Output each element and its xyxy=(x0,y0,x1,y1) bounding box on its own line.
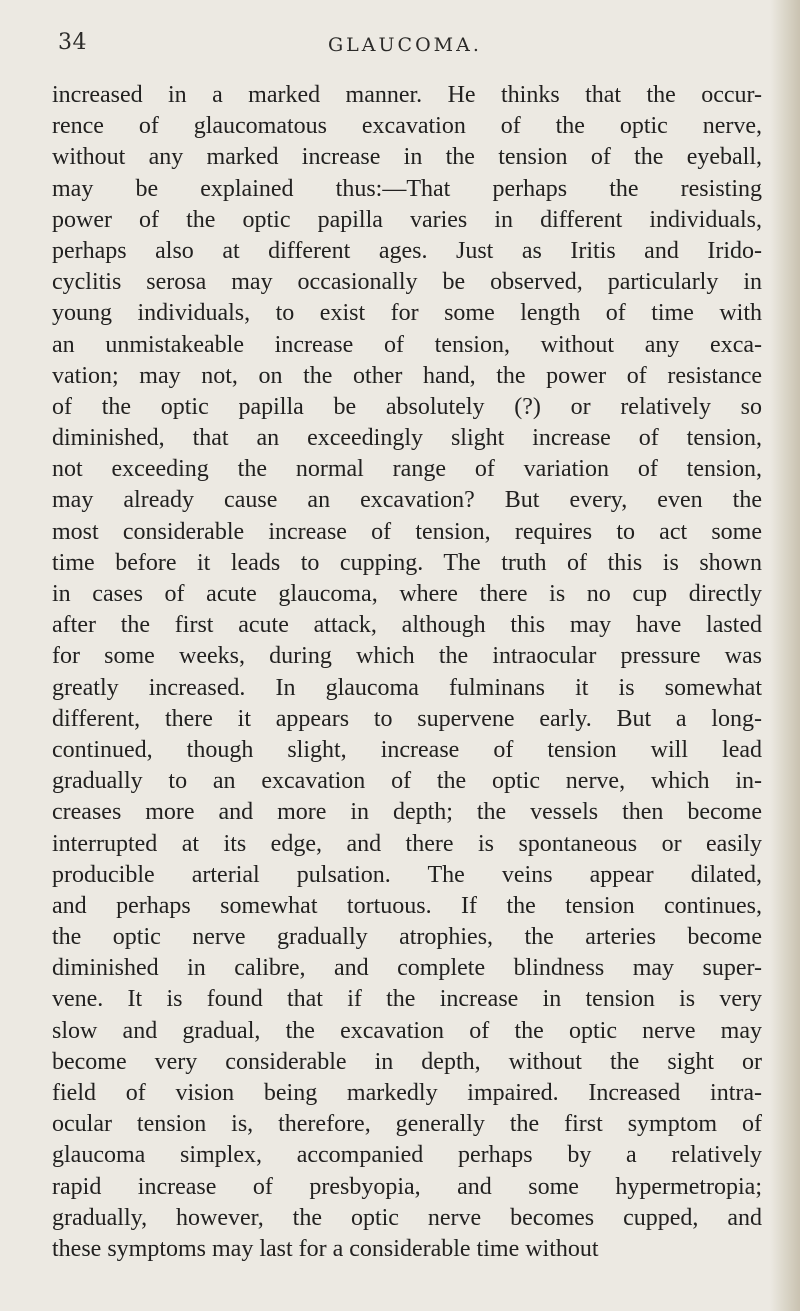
body-paragraph xyxy=(52,80,762,1265)
text-line: vation; may not, on the other hand, the power of resistance xyxy=(52,362,762,389)
text-line: continued, though slight, increase of tension will lead xyxy=(52,736,762,763)
text-line: diminished in calibre, and complete blindness may super- xyxy=(52,955,762,982)
text-line: different, there it appears to supervene early. But a long- xyxy=(52,705,762,732)
text-line: in cases of acute glaucoma, where there is no cup directly xyxy=(52,581,762,607)
text-line: slow and gradual, the excavation of the optic nerve may xyxy=(52,1017,762,1044)
text-line: interrupted at its edge, and there is spontaneous or easily xyxy=(52,830,762,857)
text-line: for some weeks, during which the intraocular pressure was xyxy=(52,643,762,670)
text-line: not exceeding the normal range of variation of tension, xyxy=(52,456,762,483)
text-line: rapid increase of presbyopia, and some hypermetropia; xyxy=(52,1173,762,1200)
page-number: 34 xyxy=(58,30,87,55)
text-line: become very considerable in depth, without the sight or xyxy=(52,1048,762,1075)
text-line: perhaps also at different ages. Just as Iritis and Irido- xyxy=(52,237,762,264)
text-line: producible arterial pulsation. The veins appear dilated, xyxy=(52,861,762,888)
text-line: gradually, however, the optic nerve becomes cupped, and xyxy=(52,1204,762,1231)
text-line: the optic nerve gradually atrophies, the arteries become xyxy=(52,924,762,951)
text-line: field of vision being markedly impaired. Increased intra- xyxy=(52,1080,762,1106)
text-line: most considerable increase of tension, requires to act some xyxy=(52,518,762,545)
text-line: may already cause an excavation? But every, even the xyxy=(52,487,762,514)
text-line: rence of glaucomatous excavation of the optic nerve, xyxy=(52,113,762,140)
text-line: time before it leads to cupping. The truth of this is shown xyxy=(52,549,762,576)
text-line: increased in a marked manner. He thinks that the occur- xyxy=(52,82,762,108)
text-line: diminished, that an exceedingly slight increase of tension, xyxy=(52,425,762,452)
text-line: may be explained thus:—That perhaps the resisting xyxy=(52,175,762,202)
page-edge-shadow xyxy=(770,0,800,1311)
running-head: GLAUCOMA. xyxy=(328,34,482,56)
text-line: glaucoma simplex, accompanied perhaps by a relatively xyxy=(52,1142,762,1169)
text-line: of the optic papilla be absolutely (?) or relatively so xyxy=(52,393,762,420)
text-line: and perhaps somewhat tortuous. If the tension continues, xyxy=(52,892,762,919)
page-header xyxy=(58,30,748,70)
text-line: ocular tension is, therefore, generally the first symptom of xyxy=(52,1111,762,1138)
text-line: power of the optic papilla varies in different individuals, xyxy=(52,206,762,233)
text-line: vene. It is found that if the increase in tension is very xyxy=(52,986,762,1013)
text-line: greatly increased. In glaucoma fulminans it is somewhat xyxy=(52,674,762,701)
text-line: these symptoms may last for a considerable time without xyxy=(52,1235,599,1262)
text-line: gradually to an excavation of the optic nerve, which in- xyxy=(52,768,762,795)
text-line: cyclitis serosa may occasionally be observed, particularly in xyxy=(52,269,762,296)
text-line: young individuals, to exist for some length of time with xyxy=(52,300,762,327)
text-line: after the first acute attack, although this may have lasted xyxy=(52,612,762,639)
text-line: an unmistakeable increase of tension, without any exca- xyxy=(52,331,762,358)
text-line: creases more and more in depth; the vessels then become xyxy=(52,799,762,826)
text-line: without any marked increase in the tension of the eyeball, xyxy=(52,144,762,171)
